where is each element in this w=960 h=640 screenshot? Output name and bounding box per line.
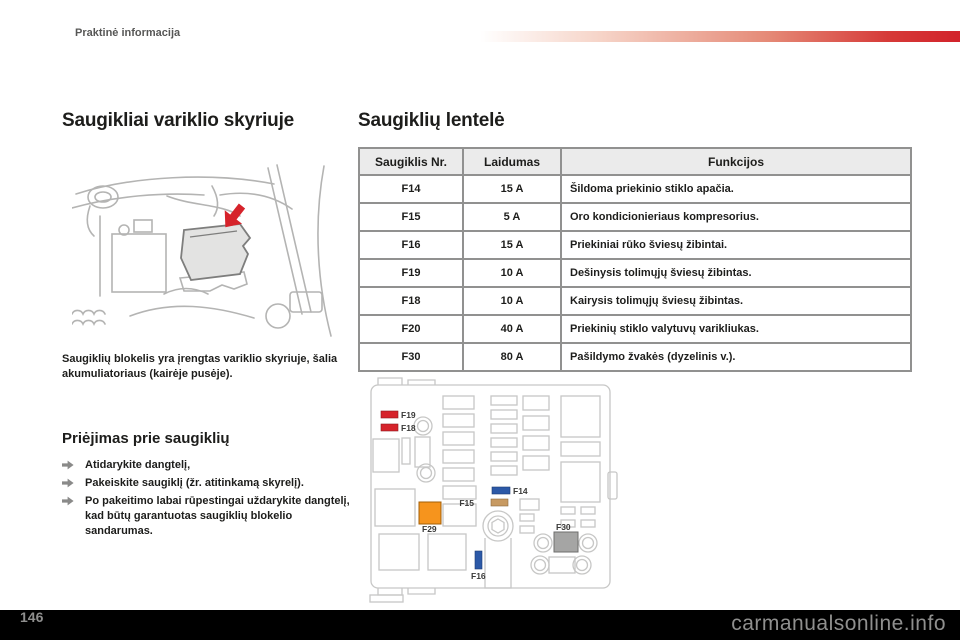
amp-cell: 40 A — [463, 315, 561, 343]
list-item — [62, 476, 350, 491]
function-cell: Pašildymo žvakės (dyzelinis v.). — [561, 343, 911, 371]
page-number: 146 — [20, 609, 44, 625]
fuse-F19 — [381, 411, 398, 418]
fuse-id-cell: F20 — [359, 315, 463, 343]
photo-caption: Saugiklių blokelis yra įrengtas variklio skyriuje, šalia akumuliatoriaus (kairėje pusėje). — [62, 353, 338, 380]
amp-cell: 80 A — [463, 343, 561, 371]
table-row — [359, 259, 911, 287]
fuse-label: F16 — [471, 571, 486, 581]
left-section-title: Saugikliai variklio skyriuje — [62, 110, 295, 131]
engine-bay-photo — [72, 164, 335, 342]
fuse-F16 — [475, 551, 482, 569]
fuse-label: F15 — [459, 498, 474, 508]
fusebox-diagram — [358, 374, 654, 608]
red-gradient-bar — [480, 31, 960, 42]
amp-cell: 15 A — [463, 175, 561, 203]
table-row — [359, 203, 911, 231]
table-row — [359, 231, 911, 259]
list-item — [62, 494, 350, 539]
right-section-title: Saugiklių lentelė — [358, 110, 505, 131]
col-header-amperage: Laidumas — [463, 148, 561, 175]
col-header-fuse: Saugiklis Nr. — [359, 148, 463, 175]
amp-cell: 10 A — [463, 287, 561, 315]
fuse-F14 — [492, 487, 510, 494]
step-text: Atidarykite dangtelį, — [85, 459, 191, 471]
fusebox-cover — [181, 224, 250, 280]
amp-cell: 10 A — [463, 259, 561, 287]
fuse-id-cell: F18 — [359, 287, 463, 315]
arrow-right-icon — [62, 494, 75, 539]
arrow-right-icon — [62, 458, 75, 473]
watermark-bar — [0, 610, 960, 640]
fuse-label: F19 — [401, 410, 416, 420]
fuse-label: F29 — [422, 524, 437, 534]
amp-cell: 5 A — [463, 203, 561, 231]
fuse-id-cell: F15 — [359, 203, 463, 231]
function-cell: Priekinių stiklo valytuvų varikliukas. — [561, 315, 911, 343]
access-title: Priėjimas prie saugiklių — [62, 430, 230, 447]
arrow-right-icon — [62, 476, 75, 491]
fuse-id-cell: F30 — [359, 343, 463, 371]
function-cell: Kairysis tolimųjų šviesų žibintas. — [561, 287, 911, 315]
table-row — [359, 287, 911, 315]
step-text: Po pakeitimo labai rūpestingai uždarykite dangtelį, kad būtų garantuotas saugiklių blokelio sandarumas. — [85, 495, 350, 537]
fuse-id-cell: F19 — [359, 259, 463, 287]
fuse-F29 — [419, 502, 441, 524]
watermark-text: carmanualsonline.info — [731, 612, 946, 635]
fuse-label: F18 — [401, 423, 416, 433]
function-cell: Šildoma priekinio stiklo apačia. — [561, 175, 911, 203]
table-row — [359, 343, 911, 371]
function-cell: Oro kondicionieriaus kompresorius. — [561, 203, 911, 231]
function-cell: Dešinysis tolimųjų šviesų žibintas. — [561, 259, 911, 287]
amp-cell: 15 A — [463, 231, 561, 259]
fuse-label: F14 — [513, 486, 528, 496]
fuse-F15 — [491, 499, 508, 506]
breadcrumb: Praktinė informacija — [75, 27, 181, 39]
fuse-label: F30 — [556, 522, 571, 532]
fuse-F30 — [554, 532, 578, 552]
function-cell: Priekiniai rūko šviesų žibintai. — [561, 231, 911, 259]
fuse-F18 — [381, 424, 398, 431]
fuse-id-cell: F16 — [359, 231, 463, 259]
step-text: Pakeiskite saugiklį (žr. atitinkamą skyrelį). — [85, 477, 304, 489]
engine-bay-illustration — [72, 164, 335, 342]
table-row — [359, 175, 911, 203]
col-header-function: Funkcijos — [561, 148, 911, 175]
table-row — [359, 315, 911, 343]
access-steps — [62, 458, 350, 542]
fuse-table — [358, 147, 912, 372]
list-item — [62, 458, 350, 473]
fuse-id-cell: F14 — [359, 175, 463, 203]
table-header-row — [359, 148, 911, 175]
